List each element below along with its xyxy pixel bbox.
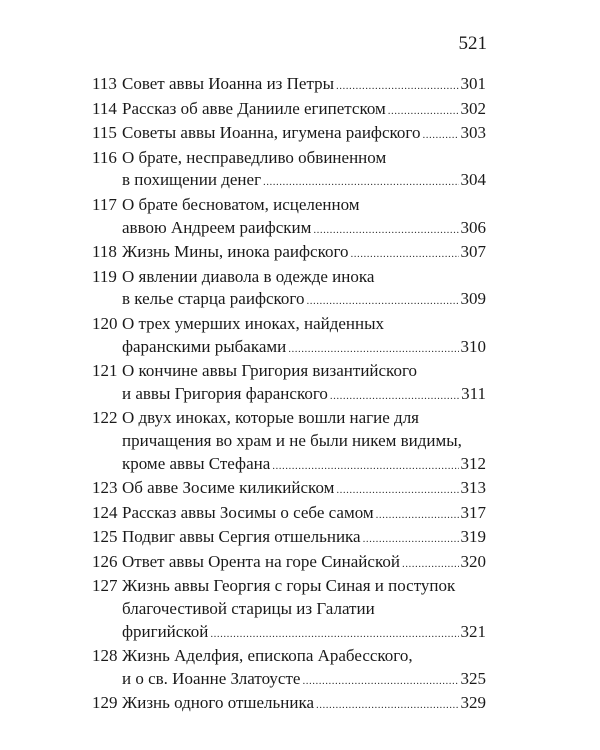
entry-title-line: аввою Андреем раифским (122, 217, 312, 237)
entry-number: 123 (92, 478, 118, 498)
entry-title-line: О брате, несправедливо обвиненном (122, 147, 387, 167)
toc-entry[interactable] (92, 407, 486, 477)
entry-title-line: фаранскими рыбаками (122, 336, 287, 356)
entry-title-line: О брате бесноватом, исцеленном (122, 194, 360, 214)
toc-entry[interactable] (92, 692, 486, 717)
entry-title-line: Советы аввы Иоанна, игумена раифского (122, 123, 421, 143)
toc-entry[interactable] (92, 122, 486, 147)
entry-page-number: 310 (460, 336, 486, 356)
toc-entry[interactable] (92, 313, 486, 360)
entry-title-line: Совет аввы Иоанна из Петры (122, 74, 335, 93)
toc-entry[interactable] (92, 147, 486, 194)
entry-title-line: Жизнь одного отшельника (122, 693, 315, 713)
entry-page-number: 307 (460, 242, 486, 262)
entry-page-number: 312 (460, 453, 486, 473)
entry-number: 126 (92, 551, 118, 571)
entry-title-line: в келье старца раифского (122, 289, 305, 309)
dot-leader (306, 290, 458, 313)
entry-page-number: 313 (460, 478, 486, 498)
dot-leader (351, 243, 459, 266)
toc-entry[interactable] (92, 194, 486, 241)
dot-leader (363, 528, 459, 551)
toc-entry[interactable] (92, 645, 486, 692)
entry-number: 114 (92, 98, 117, 118)
entry-page-number: 306 (460, 217, 486, 237)
entry-title-line: Ответ аввы Орента на горе Синайской (122, 551, 400, 571)
entry-title-line: Подвиг аввы Сергия отшельника (122, 527, 361, 547)
entry-page-number: 309 (460, 289, 486, 309)
toc-entry[interactable] (92, 266, 486, 313)
dot-leader (263, 171, 458, 194)
dot-leader (302, 670, 458, 693)
entry-page-number: 325 (460, 668, 486, 688)
toc-entry[interactable] (92, 98, 486, 123)
dot-leader (288, 338, 458, 361)
entry-title-line: в похищении денег (122, 170, 262, 190)
entry-page-number: 304 (460, 170, 486, 190)
entry-title-line: причащения во храм и не были никем видимы, (122, 430, 462, 450)
entry-number: 120 (92, 313, 118, 333)
entry-number: 125 (92, 527, 118, 547)
toc-entry[interactable] (92, 477, 486, 502)
dot-leader (210, 623, 458, 646)
entry-page-number: 329 (460, 693, 486, 713)
entry-page-number: 301 (460, 74, 486, 93)
toc-entry[interactable] (92, 526, 486, 551)
entry-title-line: фригийской (122, 621, 209, 641)
entry-title-line: Жизнь Аделфия, епископа Арабесского, (122, 646, 413, 666)
entry-title-line: О двух иноках, которые вошли нагие для (122, 408, 420, 428)
entry-page-number: 319 (460, 527, 486, 547)
entry-page-number: 321 (460, 621, 486, 641)
entry-number: 122 (92, 408, 118, 428)
entry-title-line: кроме аввы Стефана (122, 453, 271, 473)
entry-title-line: благочестивой старицы из Галатии (122, 599, 375, 619)
entry-page-number: 302 (460, 98, 486, 118)
table-of-contents (92, 73, 486, 717)
dot-leader (388, 100, 459, 123)
entry-page-number: 303 (460, 123, 486, 143)
entry-number: 115 (92, 123, 117, 143)
toc-entry[interactable] (92, 73, 486, 98)
dot-leader (316, 694, 458, 717)
entry-number: 116 (92, 147, 117, 167)
entry-title-line: и аввы Григория фаранского (122, 383, 328, 403)
entry-number: 117 (92, 194, 117, 214)
entry-number: 127 (92, 576, 118, 596)
entry-page-number: 311 (461, 383, 486, 403)
entry-title-line: О трех умерших иноках, найденных (122, 313, 385, 333)
toc-entry[interactable] (92, 241, 486, 266)
entry-number: 119 (92, 266, 117, 286)
entry-title-line: Об авве Зосиме киликийском (122, 478, 335, 498)
page-number: 521 (458, 33, 487, 54)
entry-number: 113 (92, 74, 117, 93)
entry-page-number: 320 (460, 551, 486, 571)
entry-title-line: Жизнь Мины, инока раифского (122, 242, 349, 262)
dot-leader (402, 553, 459, 576)
entry-number: 128 (92, 646, 118, 666)
entry-title-line: Жизнь аввы Георгия с горы Синая и поступок (122, 576, 456, 596)
toc-entry[interactable] (92, 502, 486, 527)
dot-leader (272, 455, 458, 478)
entry-title-line: О явлении диавола в одежде инока (122, 266, 375, 286)
entry-number: 121 (92, 361, 118, 381)
entry-page-number: 317 (460, 502, 486, 522)
entry-number: 124 (92, 502, 118, 522)
toc-entry[interactable] (92, 575, 486, 645)
entry-number: 129 (92, 693, 118, 713)
toc-entry[interactable] (92, 360, 486, 407)
dot-leader (376, 504, 459, 527)
toc-entry[interactable] (92, 551, 486, 576)
dot-leader (330, 385, 459, 408)
entry-title-line: Рассказ об авве Данииле египетском (122, 98, 386, 118)
dot-leader (313, 219, 458, 242)
entry-number: 118 (92, 242, 117, 262)
dot-leader (336, 479, 458, 502)
dot-leader (336, 75, 458, 98)
dot-leader (422, 124, 458, 147)
entry-title-line: Рассказ аввы Зосимы о себе самом (122, 502, 374, 522)
entry-title-line: О кончине аввы Григория византийского (122, 361, 418, 381)
entry-title-line: и о св. Иоанне Златоусте (122, 668, 301, 688)
